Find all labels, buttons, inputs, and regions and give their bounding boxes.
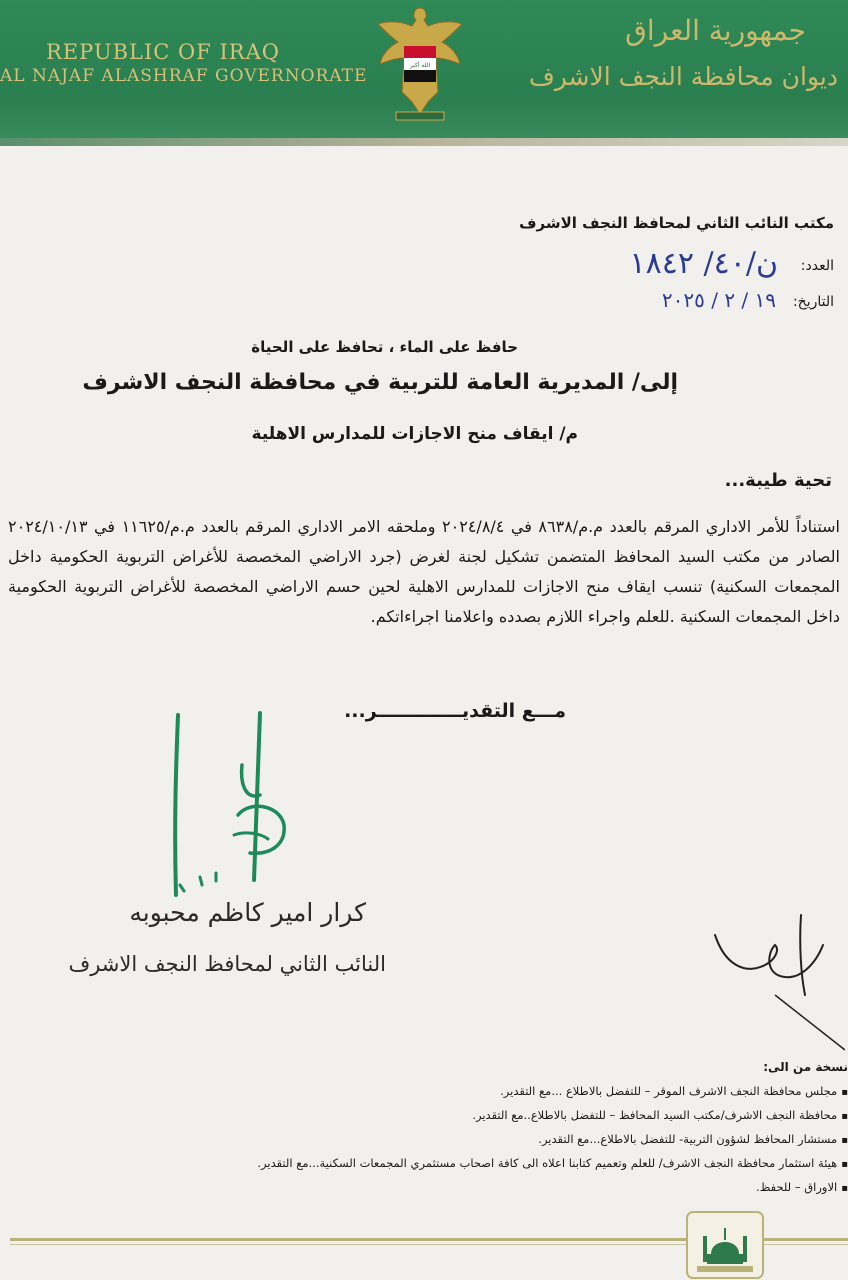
letterhead-arabic-subtitle: ديوان محافظة النجف الاشرف [528,62,838,91]
signer-title: النائب الثاني لمحافظ النجف الاشرف [68,952,386,976]
closing-regards: مـــع التقديـــــــــــــر... [344,700,566,722]
copies-label: نسخة من الى: [763,1060,848,1074]
subject-line: م/ ايقاف منح الاجازات للمدارس الاهلية [251,424,578,444]
secondary-signature-icon [705,905,845,1055]
reference-number-label: العدد: [800,258,834,274]
reference-number-value: ن/٤٠/ ١٨٤٢ [629,246,778,281]
date-label: التاريخ: [792,294,834,310]
iraq-eagle-emblem-icon [372,2,468,128]
emblem-motto: الله أكبر [409,62,431,69]
greeting: تحية طيبة... [724,470,832,491]
letterhead-divider [0,138,848,146]
copy-recipient: ▪ مجلس محافظة النجف الاشرف الموقر – للتفضل بالاطلاع ...مع التقدير. [88,1080,848,1104]
issuing-office: مكتب النائب الثاني لمحافظ النجف الاشرف [519,214,834,232]
copies-list [88,1080,848,1200]
date-value: ١٩ / ٢ / ٢٠٢٥ [661,288,776,312]
letterhead-english-subtitle: AL NAJAF ALASHRAF GOVERNORATE [0,66,368,86]
shrine-logo-icon [685,1210,765,1280]
handwritten-signature-icon [150,705,310,905]
copy-recipient: ▪ محافظة النجف الاشرف/مكتب السيد المحافظ – للتفضل بالاطلاع..مع التقدير. [88,1104,848,1128]
recipient: إلى/ المديرية العامة للتربية في محافظة النجف الاشرف [82,370,678,395]
letterhead-arabic-title: جمهورية العراق [625,14,806,47]
copy-recipient: ▪ الاوراق – للحفظ. [88,1176,848,1200]
letter-body: استناداً للأمر الاداري المرقم بالعدد م.م/٨٦٣٨ في ٢٠٢٤/٨/٤ وملحقه الامر الاداري المرقم بالعدد م.م/١١٦٢٥ في ٢٠٢٤/١٠/١٣ الصادر من مكتب السيد المحافظ المتضمن تشكيل لجنة لغرض (جرد الاراضي المخصصة للأغراض التربوية الحكومية داخل المجمعات السكنية) تنسب ايقاف منح الاجازات للمدارس الاهلية لحين حسم الاراضي المخصصة للأغراض التربوية الحكومية داخل المجمعات السكنية .للعلم واجراء اللازم بصدده واعلامنا اجراءاتكم. [8,517,840,626]
slogan: حافظ على الماء ، تحافظ على الحياة [251,338,518,356]
copy-recipient: ▪ مستشار المحافظ لشؤون التربية- للتفضل بالاطلاع...مع التقدير. [88,1128,848,1152]
letterhead-english-title: REPUBLIC OF IRAQ [46,40,280,64]
signer-name: كرار امير كاظم محبوبه [129,898,366,927]
copy-recipient: ▪ هيئة استثمار محافظة النجف الاشرف/ للعلم وتعميم كتابنا اعلاه الى كافة اصحاب مستثمري المجمعات السكنية...مع التقدير. [88,1152,848,1176]
